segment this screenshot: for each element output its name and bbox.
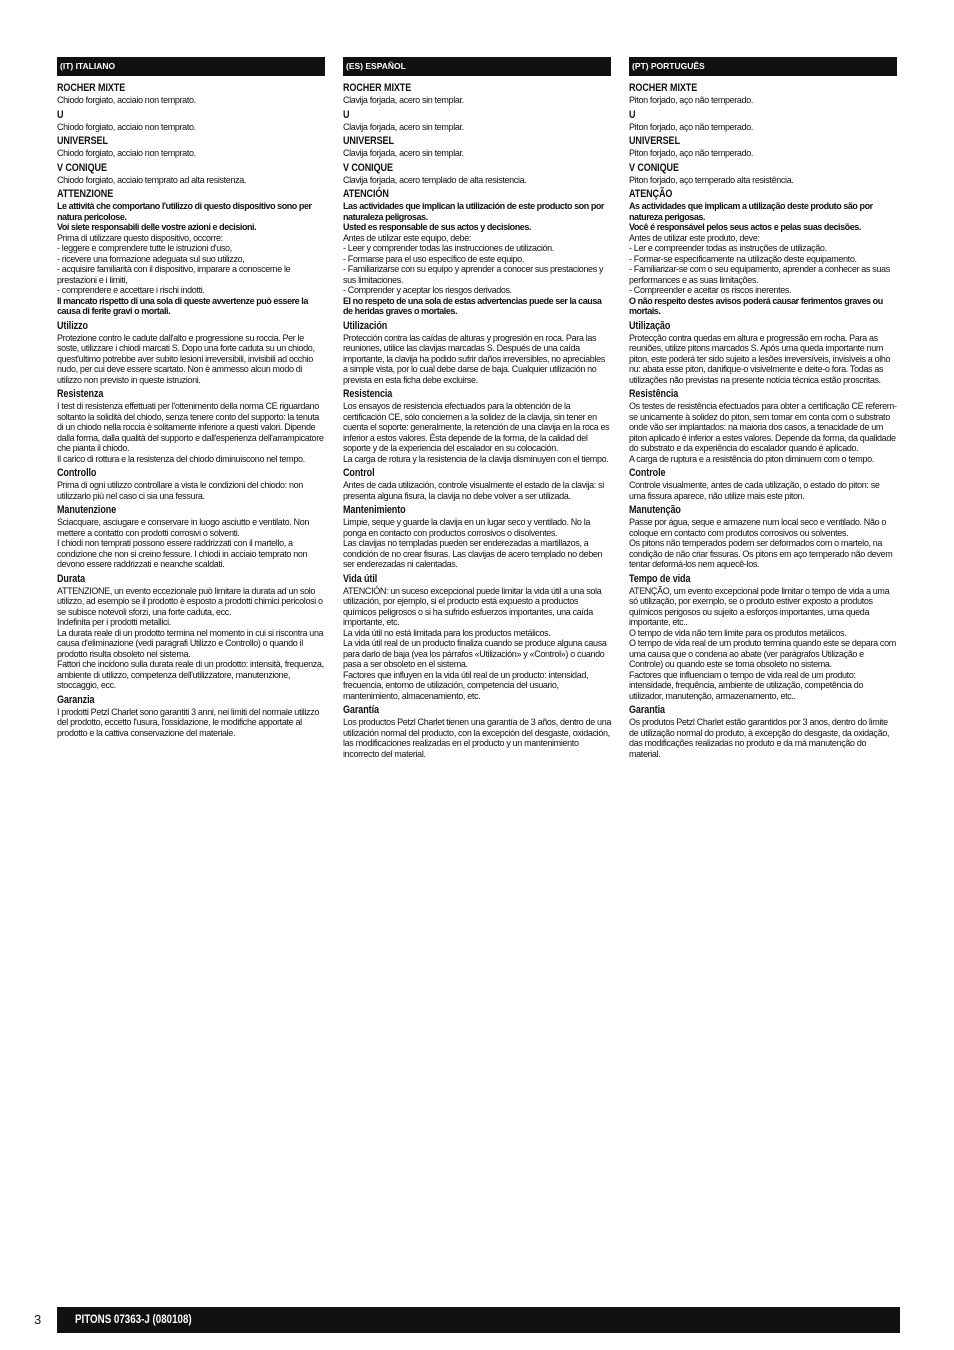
- section-heading: ATTENZIONE: [57, 188, 114, 200]
- warning-text: Las actividades que implican la utilización de este producto son por naturaleza peligrosas. Usted es responsable de sus actos y decisiones.: [343, 201, 604, 232]
- body-text: I test di resistenza effettuati per l'ottenimento della norma CE riguardano soltanto la solidità del chiodo, senza tenere conto del supporto: la tenuta di un chiodo nella roccia è solitamente inferiore a questi valori. Dipende dalla forma, dalla qualità del supporto e dall'esperienza dell'arrampicatore che pianta il chiodo. Il carico di rottura e la resistenza del chiodo diminuiscono nel tempo.: [57, 401, 324, 464]
- section-heading: Resistência: [629, 388, 679, 400]
- warning-text: Il mancato rispetto di una sola di queste avvertenze può essere la causa di ferite gravi o mortali.: [57, 295, 308, 316]
- section: [629, 109, 897, 133]
- section: [629, 135, 897, 159]
- section: [57, 388, 325, 464]
- section-heading: ROCHER MIXTE: [629, 82, 698, 94]
- section-heading: Controllo: [57, 467, 97, 479]
- section: [57, 467, 325, 501]
- body-text: Piton forjado, aço não temperado.: [629, 121, 754, 132]
- section: [629, 573, 897, 702]
- section: [629, 504, 897, 570]
- section-heading: Utilização: [629, 319, 671, 332]
- body-text: Sciacquare, asciugare e conservare in luogo asciutto e ventilato. Non mettere a contatto con prodotti corrosivi o solventi. I chiodi non temprati possono essere raddrizzati con il martello, a condizione che non si creino fessure. I chiodi in acciaio temprato non devono essere raddrizzati e neanche scaldati.: [57, 517, 310, 569]
- body-text: Piton forjado, aço temperado alta resistência.: [629, 174, 794, 185]
- section-heading: Mantenimiento: [343, 504, 406, 516]
- section: [343, 573, 611, 702]
- section: [343, 135, 611, 159]
- language-header: (IT) ITALIANO: [57, 57, 325, 76]
- section-heading: ROCHER MIXTE: [57, 82, 126, 94]
- section: [57, 162, 325, 186]
- section: [343, 704, 611, 759]
- section: [343, 188, 611, 317]
- section-heading: ATENCIÓN: [343, 188, 389, 200]
- body-text: Antes de cada utilización, controle visualmente el estado de la clavija: si presenta alguna fisura, la clavija no debe volver a ser utilizada.: [343, 480, 604, 501]
- body-text: Piton forjado, aço não temperado.: [629, 148, 754, 158]
- body-text: Chiodo forgiato, acciaio non temprato.: [57, 121, 196, 132]
- section: [629, 320, 897, 386]
- section: [343, 388, 611, 464]
- body-text: Protección contra las caídas de alturas y progresión en roca. Para las reuniones, utilice las clavijas marcadas S. Después de una caída importante, la clavija ha podido sufrir daños irreversibles, no apreciables a simple vista, por lo cual debe darse de baja. Cualquier utilización no prevista en esta ficha debe excluirse.: [343, 332, 605, 385]
- section: [343, 320, 611, 386]
- section-heading: V CONIQUE: [343, 161, 393, 174]
- section-heading: Garantía: [343, 704, 379, 716]
- section: [57, 109, 325, 133]
- section-heading: UNIVERSEL: [629, 135, 680, 147]
- warning-text: El no respeto de una sola de estas advertencias puede ser la causa de heridas graves o mortales.: [343, 295, 602, 316]
- section: [629, 82, 897, 106]
- section: [343, 504, 611, 570]
- language-header: (PT) PORTUGUÊS: [629, 57, 897, 76]
- page-number: 3: [34, 1312, 42, 1327]
- section-heading: U: [629, 108, 636, 121]
- section: [343, 467, 611, 501]
- section: [57, 320, 325, 386]
- section-heading: V CONIQUE: [629, 161, 679, 174]
- section: [57, 82, 325, 106]
- section-heading: U: [57, 108, 64, 121]
- section: [57, 135, 325, 159]
- body-text: Prima di ogni utilizzo controllare a vista le condizioni del chiodo: non utilizzarlo più nel caso ci sia una fessura.: [57, 480, 303, 501]
- body-text: Controle visualmente, antes de cada utilização, o estado do piton: se uma fissura aparece, não utilize mais este piton.: [629, 480, 880, 501]
- body-text: Protecção contra quedas em altura e progressão em rocha. Para as reuniões, utilize pitons marcados S. Após uma queda importante num piton, este poderá ter sido sujeito a lesões irreversíveis, invisíveis a olho nu: abata esse piton, danifique-o visivelmente e deite-o fora. Todas as utilizações não previstas na presente notícia técnica estão proscritas.: [629, 332, 891, 385]
- body-text: Antes de utilizar este equipo, debe: - Leer y comprender todas las instrucciones de utilización. - Formarse para el uso específico de este equipo. - Familiarizarse con su equipo y aprender a conocer sus prestaciones y sus limitaciones. - Comprender y aceptar los riesgos derivados.: [343, 232, 604, 295]
- body-text: Passe por água, seque e armazene num local seco e ventilado. Não o coloque em contacto com produtos corrosivos ou solventes. Os pitons não temperados podem ser deformados com o martelo, na condição de não criar fissuras. Os pitons em aço temperado não devem tentar deformá-los nem aquecê-los.: [629, 517, 893, 569]
- section: [629, 188, 897, 317]
- section-heading: Utilizzo: [57, 319, 88, 332]
- section: [343, 109, 611, 133]
- body-text: Piton forjado, aço não temperado.: [629, 95, 754, 105]
- section-heading: Resistenza: [57, 388, 104, 400]
- section-heading: Manutenzione: [57, 504, 117, 516]
- body-text: Clavija forjada, acero sin templar.: [343, 95, 464, 105]
- body-text: Limpie, seque y guarde la clavija en un lugar seco y ventilado. No la ponga en contacto con productos corrosivos o disolventes. Las clavijas no templadas pueden ser enderezadas a martillazos, a condición de no crear fisuras. Las clavijas de acero templado no deben ser enderezadas ni calentadas.: [343, 517, 603, 569]
- section-heading: Vida útil: [343, 572, 378, 585]
- section-heading: Resistencia: [343, 388, 393, 400]
- body-text: Chiodo forgiato, acciaio non temprato.: [57, 148, 196, 158]
- section: [343, 162, 611, 186]
- section-heading: Control: [343, 467, 375, 479]
- section-heading: V CONIQUE: [57, 161, 107, 174]
- body-text: Protezione contro le cadute dall'alto e progressione su roccia. Per le soste, utilizzare i chiodi marcati S. Dopo una forte caduta su un chiodo, quest'ultimo potrebbe aver subito lesioni irreversibili, invisibili ad occhio nudo, per cui deve essere scartato. Non è ammesso alcun modo di utilizzo non previsto in queste istruzioni.: [57, 332, 315, 385]
- body-text: Clavija forjada, acero templado de alta resistencia.: [343, 174, 527, 185]
- section-heading: UNIVERSEL: [57, 135, 108, 147]
- body-text: Los productos Petzl Charlet tienen una garantía de 3 años, dentro de una utilización normal del producto, con la excepción del desgaste, oxidación, las modificaciones realizadas en el producto y un mantenimiento incorrecto del material.: [343, 717, 612, 759]
- body-text: Prima di utilizzare questo dispositivo, occorre: - leggere e comprendere tutte le istruzioni d'uso, - ricevere una formazione adeguata sul suo utilizzo, - acquisire familiarità con il dispositivo, imparare a conoscerne le prestazioni e i limiti, - comprendere e accettare i rischi indotti.: [57, 232, 291, 295]
- section-heading: Garantia: [629, 704, 665, 716]
- body-text: ATENCIÓN: un suceso excepcional puede limitar la vida útil a una sola utilización, por ejemplo, si el producto está expuesto a productos químicos peligrosos o si ha sufrido esfuerzos importantes, una caída importante, etc. La vida útil no está limitada para los productos metálicos. La vida útil real de un producto finaliza cuando se produce alguna causa para darlo de baja (vea los párrafos «Utilización» y «Control») o cuando pasa a ser obsoleto en el sistema. Factores que influyen en la vida útil real de un producto: intensidad, frecuencia, entorno de utilización, competencia del usuario, mantenimiento, almacenamiento, etc.: [343, 585, 607, 701]
- body-text: Os produtos Petzl Charlet estão garantidos por 3 anos, dentro do limite de utilização normal do produto, à excepção do desgaste, da oxidação, das modificações realizadas no produto e da má manutenção do material.: [629, 717, 890, 759]
- body-text: Clavija forjada, acero sin templar.: [343, 121, 464, 132]
- section: [343, 82, 611, 106]
- language-header: (ES) ESPAÑOL: [343, 57, 611, 76]
- section-heading: Controle: [629, 467, 666, 479]
- body-text: I prodotti Petzl Charlet sono garantiti 3 anni, nei limiti del normale utilizzo del prodotto, eccetto l'usura, l'ossidazione, le modifiche apportate al prodotto e la cattiva conservazione del materiale.: [57, 706, 319, 738]
- section: [629, 162, 897, 186]
- section-heading: Utilización: [343, 319, 388, 332]
- section-heading: ATENÇÃO: [629, 188, 673, 200]
- section-heading: ROCHER MIXTE: [343, 82, 412, 94]
- body-text: Os testes de resistência efectuados para obter a certificação CE referem-se unicamente à solidez do piton, sem tomar em conta com o substrato onde vão ser implantados: na maioria dos casos, a tenacidade de um piton aplicado é inferior a estes valores. Depende da forma, da qualidade do substrato e da experiência do escalador quando é aplicado. A carga de ruptura e a resistência do piton diminuem com o tempo.: [629, 401, 897, 464]
- warning-text: Le attività che comportano l'utilizzo di questo dispositivo sono per natura pericolose. Voi siete responsabili delle vostre azioni e decisioni.: [57, 201, 312, 232]
- footer-bar: [57, 1307, 900, 1333]
- section-heading: U: [343, 108, 350, 121]
- column-italiano: [57, 57, 325, 741]
- section-heading: Durata: [57, 572, 86, 585]
- warning-text: O não respeito destes avisos poderá causar ferimentos graves ou mortais.: [629, 295, 883, 316]
- section: [57, 504, 325, 570]
- section-heading: Garanzia: [57, 693, 95, 706]
- column-portugues: [629, 57, 897, 762]
- column-espanol: [343, 57, 611, 762]
- section: [57, 573, 325, 691]
- section: [629, 388, 897, 464]
- body-text: Chiodo forgiato, acciaio temprato ad alta resistenza.: [57, 174, 247, 185]
- body-text: ATTENZIONE, un evento eccezionale può limitare la durata ad un solo utilizzo, ad esempio se il prodotto è esposto a prodotti chimici pericolosi o se subisce notevoli sforzi, una forte caduta, ecc. Indefinita per i prodotti metallici. La durata reale di un prodotto termina nel momento in cui si riscontra una causa d'eliminazione (vedi paragrafi Utilizzo e Controllo) o quando il prodotto risulta obsoleto nel sistema. Fattori che incidono sulla durata reale di un prodotto: intensità, frequenza, ambiente di utilizzo, competenza dell'utilizzatore, manutenzione, stoccaggio, ecc.: [57, 585, 324, 690]
- body-text: Antes de utilizar este produto, deve: - Ler e compreender todas as instruções de utilização. - Formar-se especificamente na utilização deste equipamento. - Familiarizar-se com o seu equipamento, aprender a conhecer as suas performances e as suas limitações. - Compreender e aceitar os riscos inerentes.: [629, 232, 890, 295]
- body-text: Chiodo forgiato, acciaio non temprato.: [57, 95, 196, 105]
- body-text: ATENÇÃO, um evento excepcional pode limitar o tempo de vida a uma só utilização, por exemplo, se o produto estiver exposto a produtos químicos perigosos ou sujeito a esforços importantes, uma queda importante, etc.. O tempo de vida não tem limite para os produtos metálicos. O tempo de vida real de um produto termina quando este se depara com uma causa que o condena ao abate (ver parágrafos Utilização e Controle) ou quando este se torna obsoleto no sistema. Factores que influenciam o tempo de vida real de um produto: intensidade, frequência, ambiente de utilização, competência do utilizador, manutenção, armazenamento, etc..: [629, 585, 896, 701]
- body-text: Clavija forjada, acero sin templar.: [343, 148, 464, 158]
- section: [629, 467, 897, 501]
- section: [57, 188, 325, 317]
- section: [57, 694, 325, 739]
- section: [629, 704, 897, 759]
- document-title: PITONS 07363-J (080108): [75, 1314, 192, 1326]
- section-heading: Tempo de vida: [629, 572, 691, 585]
- warning-text: As actividades que implicam a utilização deste produto são por natureza perigosas. Você é responsável pelos seus actos e pelas suas decisões.: [629, 201, 873, 232]
- body-text: Los ensayos de resistencia efectuados para la obtención de la certificación CE, sólo conciernen a la solidez de la clavija, sin tener en cuenta el soporte: generalmente, la retención de una clavija en la roca es inferior a estos valores. Ésta depende de la forma, de la calidad del soporte y de la experiencia del escalador en su colocación. La carga de rotura y la resistencia de la clavija disminuyen con el tiempo.: [343, 401, 610, 464]
- section-heading: Manutenção: [629, 504, 681, 516]
- section-heading: UNIVERSEL: [343, 135, 394, 147]
